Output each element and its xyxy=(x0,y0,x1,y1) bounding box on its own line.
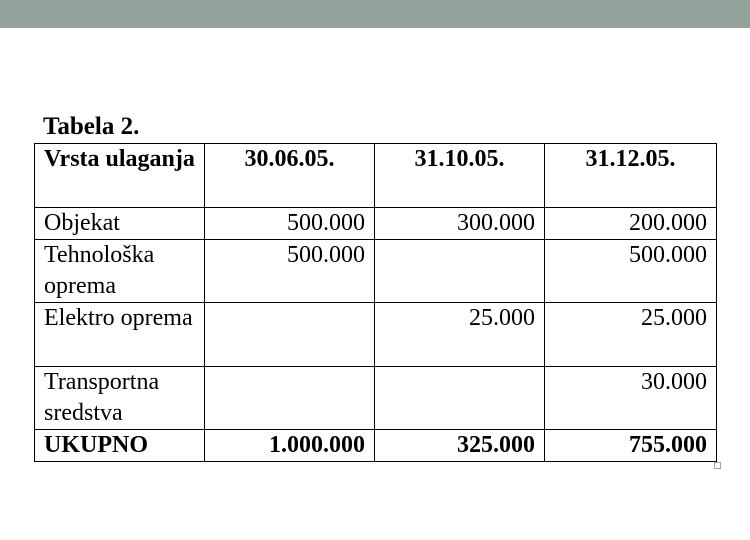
table-caption: Tabela 2. xyxy=(43,113,140,140)
table-cell: 500.000 xyxy=(205,208,375,240)
table-cell: 30.000 xyxy=(545,367,717,430)
table-row xyxy=(35,367,717,430)
total-label: UKUPNO xyxy=(35,430,205,462)
column-header-date: 31.10.05. xyxy=(375,144,545,208)
table-cell xyxy=(205,367,375,430)
column-header-type: Vrsta ulaganja xyxy=(35,144,205,208)
table-row xyxy=(35,303,717,367)
table-cell: 25.000 xyxy=(375,303,545,367)
total-cell: 755.000 xyxy=(545,430,717,462)
table-row xyxy=(35,240,717,303)
table-row xyxy=(35,208,717,240)
resize-handle[interactable] xyxy=(714,462,721,469)
column-header-date: 30.06.05. xyxy=(205,144,375,208)
top-bar xyxy=(0,0,750,28)
table-cell: 500.000 xyxy=(205,240,375,303)
investment-table xyxy=(34,143,717,462)
total-cell: 1.000.000 xyxy=(205,430,375,462)
row-label: Tehnološka oprema xyxy=(35,240,205,303)
total-cell: 325.000 xyxy=(375,430,545,462)
table-cell xyxy=(375,240,545,303)
total-row xyxy=(35,430,717,462)
table-cell: 300.000 xyxy=(375,208,545,240)
table-cell: 500.000 xyxy=(545,240,717,303)
row-label: Transportna sredstva xyxy=(35,367,205,430)
row-label: Objekat xyxy=(35,208,205,240)
table-cell xyxy=(375,367,545,430)
table-cell: 25.000 xyxy=(545,303,717,367)
table-cell: 200.000 xyxy=(545,208,717,240)
table-cell xyxy=(205,303,375,367)
column-header-date: 31.12.05. xyxy=(545,144,717,208)
header-row xyxy=(35,144,717,208)
row-label: Elektro oprema xyxy=(35,303,205,367)
